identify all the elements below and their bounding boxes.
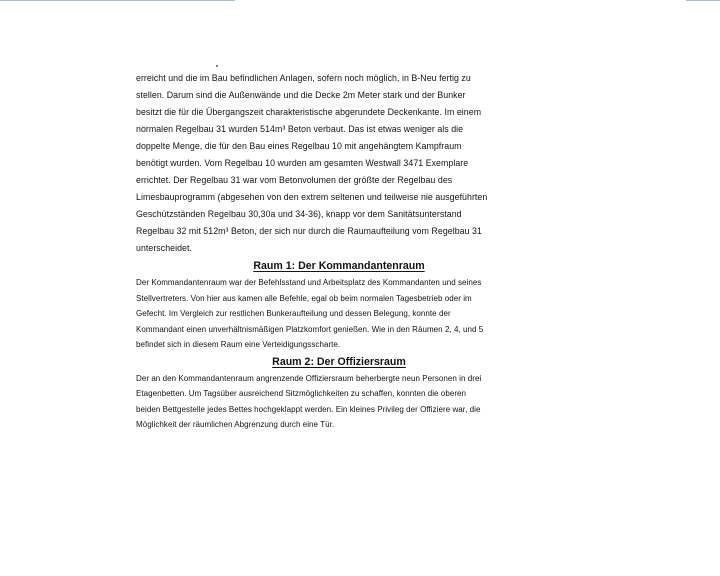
text-line: Limesbauprogramm (abgesehen von den extrem seltenen und teilweise nie ausgeführten	[136, 192, 488, 202]
text-line: errichtet. Der Regelbau 31 war vom Betonvolumen der größte der Regelbau des	[136, 175, 453, 185]
intro-paragraph	[136, 70, 576, 257]
text-line: Regelbau 32 mit 512m³ Beton, der sich nur durch die Raumaufteilung vom Regelbau 31	[136, 226, 482, 236]
section-paragraph-raum-1	[136, 275, 576, 353]
text-line: Etagenbetten. Um Tagsüber ausreichend Sitzmöglichkeiten zu schaffen, konnten die oberen	[136, 389, 467, 398]
text-line: beiden Bettgestelle jedes Bettes hochgeklappt werden. Ein kleines Privileg der Offiziere war, die	[136, 404, 481, 414]
text-line: doppelte Menge, die für den Bau eines Regelbau 10 mit angehängtem Kampfraum	[136, 141, 462, 151]
text-line: Der an den Kommandantenraum angrenzende Offiziersraum beherbergte neun Personen in drei	[136, 373, 482, 383]
section-heading-raum-1: Raum 1: Der Kommandantenraum	[253, 260, 425, 272]
text-line: Gefecht. Im Vergleich zur restlichen Bunkeraufteilung und dessen Belegung, konnte der	[136, 309, 451, 318]
window-edge-left	[0, 0, 235, 1]
text-line: Möglichkeit der räumlichen Abgrenzung durch eine Tür.	[136, 420, 335, 429]
section-paragraph-raum-2	[136, 371, 576, 433]
text-line: befindet sich in diesem Raum eine Verteidigungsscharte.	[136, 340, 341, 349]
text-line: Geschützständen Regelbau 30,30a und 34-36), knapp vor dem Sanitätsunterstand	[136, 209, 462, 219]
text-line: Kommandant einen unverhältnismäßigen Platzkomfort genießen. Wie in den Räumen 2, 4, und 5	[136, 324, 484, 334]
text-line: besitzt die für die Übergangszeit charakteristische abgerundete Deckenkante. Im einem	[136, 107, 482, 117]
document-body	[136, 70, 576, 433]
text-line: normalen Regelbau 31 wurden 514m³ Beton verbaut. Das ist etwas weniger als die	[136, 124, 464, 134]
section-heading-raum-2: Raum 2: Der Offiziersraum	[272, 355, 406, 368]
text-line: unterscheidet.	[136, 243, 192, 253]
text-line: Der Kommandantenraum war der Befehlsstand und Arbeitsplatz des Kommandanten und seines	[136, 278, 482, 287]
window-edge-right	[686, 0, 720, 1]
scan-speck	[216, 65, 218, 67]
text-line: erreicht und die im Bau befindlichen Anlagen, sofern noch möglich, in B-Neu fertig zu	[136, 73, 471, 83]
text-line: benötigt wurden. Vom Regelbau 10 wurden am gesamten Westwall 3471 Exemplare	[136, 158, 469, 168]
text-line: Stellvertreters. Von hier aus kamen alle Befehle, egal ob beim normalen Tagesbetrieb oder im	[136, 293, 472, 303]
text-line: stellen. Darum sind die Außenwände und die Decke 2m Meter stark und der Bunker	[136, 90, 466, 100]
